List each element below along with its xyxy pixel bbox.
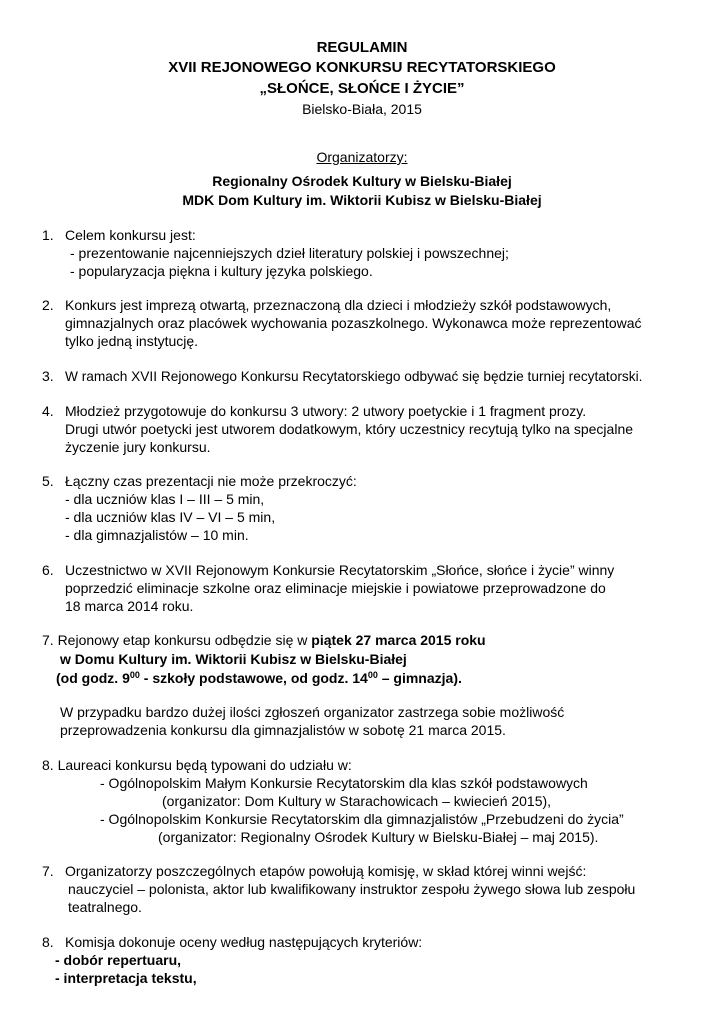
section-9-line-2: nauczyciel – polonista, aktor lub kwalifikowany instruktor zespołu żywego słowa lub zespołu: [68, 881, 636, 897]
event-hours-part-c: – gimnazja).: [377, 670, 462, 686]
section-9-number: 7.: [42, 863, 54, 879]
section-2-line-1: Konkurs jest imprezą otwartą, przeznaczoną dla dzieci i młodzieży szkół podstawowych,: [65, 297, 612, 313]
doc-title: REGULAMIN: [316, 39, 408, 56]
section-8-line-4: - Ogólnopolskim Konkursie Recytatorskim dla gimnazjalistów „Przebudzeni do życia”: [100, 811, 624, 827]
place-date: Bielsko-Biała, 2015: [302, 101, 422, 117]
section-5-number: 5.: [42, 473, 54, 489]
section-4-line-1: Młodzież przygotowuje do konkursu 3 utwory: 2 utwory poetyckie i 1 fragment prozy.: [65, 403, 587, 419]
section-2-line-2: gimnazjalnych oraz placówek wychowania pozaszkolnego. Wykonawca może reprezentować: [65, 315, 642, 331]
section-5-line-4: - dla gimnazjalistów – 10 min.: [65, 527, 249, 543]
section-3-number: 3.: [42, 368, 54, 384]
organizer-1: Regionalny Ośrodek Kultury w Bielsku-Białej: [212, 173, 512, 189]
event-date: piątek 27 marca 2015 roku: [311, 632, 486, 648]
section-4-number: 4.: [42, 403, 54, 419]
section-7-line-1: [42, 631, 486, 650]
section-6-line-1: Uczestnictwo w XVII Rejonowym Konkursie Recytatorskim „Słońce, słońce i życie” winny: [65, 562, 615, 578]
section-6-line-2: poprzedzić eliminacje szkolne oraz eliminacje miejskie i powiatowe przeprowadzone do: [65, 580, 606, 596]
section-4-line-2: Drugi utwór poetycki jest utworem dodatkowym, który uczestnicy recytują tylko na specjalne: [65, 421, 634, 437]
section-1-line-1: Celem konkursu jest:: [65, 227, 196, 243]
section-5-line-2: - dla uczniów klas I – III – 5 min,: [65, 491, 265, 507]
event-hours-sup-1: 00: [129, 670, 140, 680]
section-7-note-line-2: przeprowadzenia konkursu dla gimnazjalistów w sobotę 21 marca 2015.: [60, 722, 506, 738]
section-10-number: 8.: [42, 934, 54, 950]
event-hours: [56, 669, 462, 688]
section-5-line-3: - dla uczniów klas IV – VI – 5 min,: [65, 509, 276, 525]
section-5-line-1: Łączny czas prezentacji nie może przekroczyć:: [65, 473, 357, 489]
section-6-number: 6.: [42, 562, 54, 578]
section-1-line-2: - prezentowanie najcenniejszych dzieł literatury polskiej i powszechnej;: [70, 245, 509, 261]
section-7-intro: 7. Rejonowy etap konkursu odbędzie się w: [42, 632, 312, 648]
organizer-2: MDK Dom Kultury im. Wiktorii Kubisz w Bielsku-Białej: [182, 192, 542, 208]
section-8-line-5: (organizator: Regionalny Ośrodek Kultury w Bielsku-Białej – maj 2015).: [158, 829, 599, 845]
criterion-1: - dobór repertuaru,: [55, 952, 182, 968]
event-hours-part-a: (od godz. 9: [56, 670, 130, 686]
section-3-line-1: W ramach XVII Rejonowego Konkursu Recytatorskiego odbywać się będzie turniej recytatorski.: [65, 369, 643, 384]
criterion-2: - interpretacja tekstu,: [55, 970, 197, 986]
doc-subtitle: XVII REJONOWEGO KONKURSU RECYTATORSKIEGO: [168, 59, 556, 76]
section-8-line-2: - Ogólnopolskim Małym Konkursie Recytatorskim dla klas szkół podstawowych: [100, 775, 588, 791]
section-10-line-1: Komisja dokonuje oceny według następujących kryteriów:: [65, 934, 423, 950]
event-hours-part-b: - szkoły podstawowe, od godz. 14: [139, 670, 368, 686]
section-8-line-3: (organizator: Dom Kultury w Starachowicach – kwiecień 2015),: [162, 793, 552, 809]
section-8-line-1: 8. Laureaci konkursu będą typowani do udziału w:: [42, 757, 352, 773]
section-7-note-line-1: W przypadku bardzo dużej ilości zgłoszeń organizator zastrzega sobie możliwość: [60, 704, 565, 720]
doc-contest-name: „SŁOŃCE, SŁOŃCE I ŻYCIE”: [259, 80, 465, 97]
section-9-line-1: Organizatorzy poszczególnych etapów powołują komisję, w skład której winni wejść:: [65, 863, 587, 879]
event-hours-sup-2: 00: [367, 670, 378, 680]
section-1-line-3: - popularyzacja piękna i kultury języka polskiego.: [70, 263, 373, 279]
section-2-number: 2.: [42, 297, 54, 313]
section-1-number: 1.: [42, 227, 54, 243]
organizers-label: Organizatorzy:: [316, 149, 408, 165]
section-9-line-3: teatralnego.: [68, 899, 142, 915]
section-2-line-3: tylko jedną instytucję.: [65, 333, 199, 349]
section-4-line-3: życzenie jury konkursu.: [65, 439, 211, 455]
event-venue: w Domu Kultury im. Wiktorii Kubisz w Bielsku-Białej: [60, 651, 407, 667]
section-6-line-3: 18 marca 2014 roku.: [65, 598, 194, 614]
